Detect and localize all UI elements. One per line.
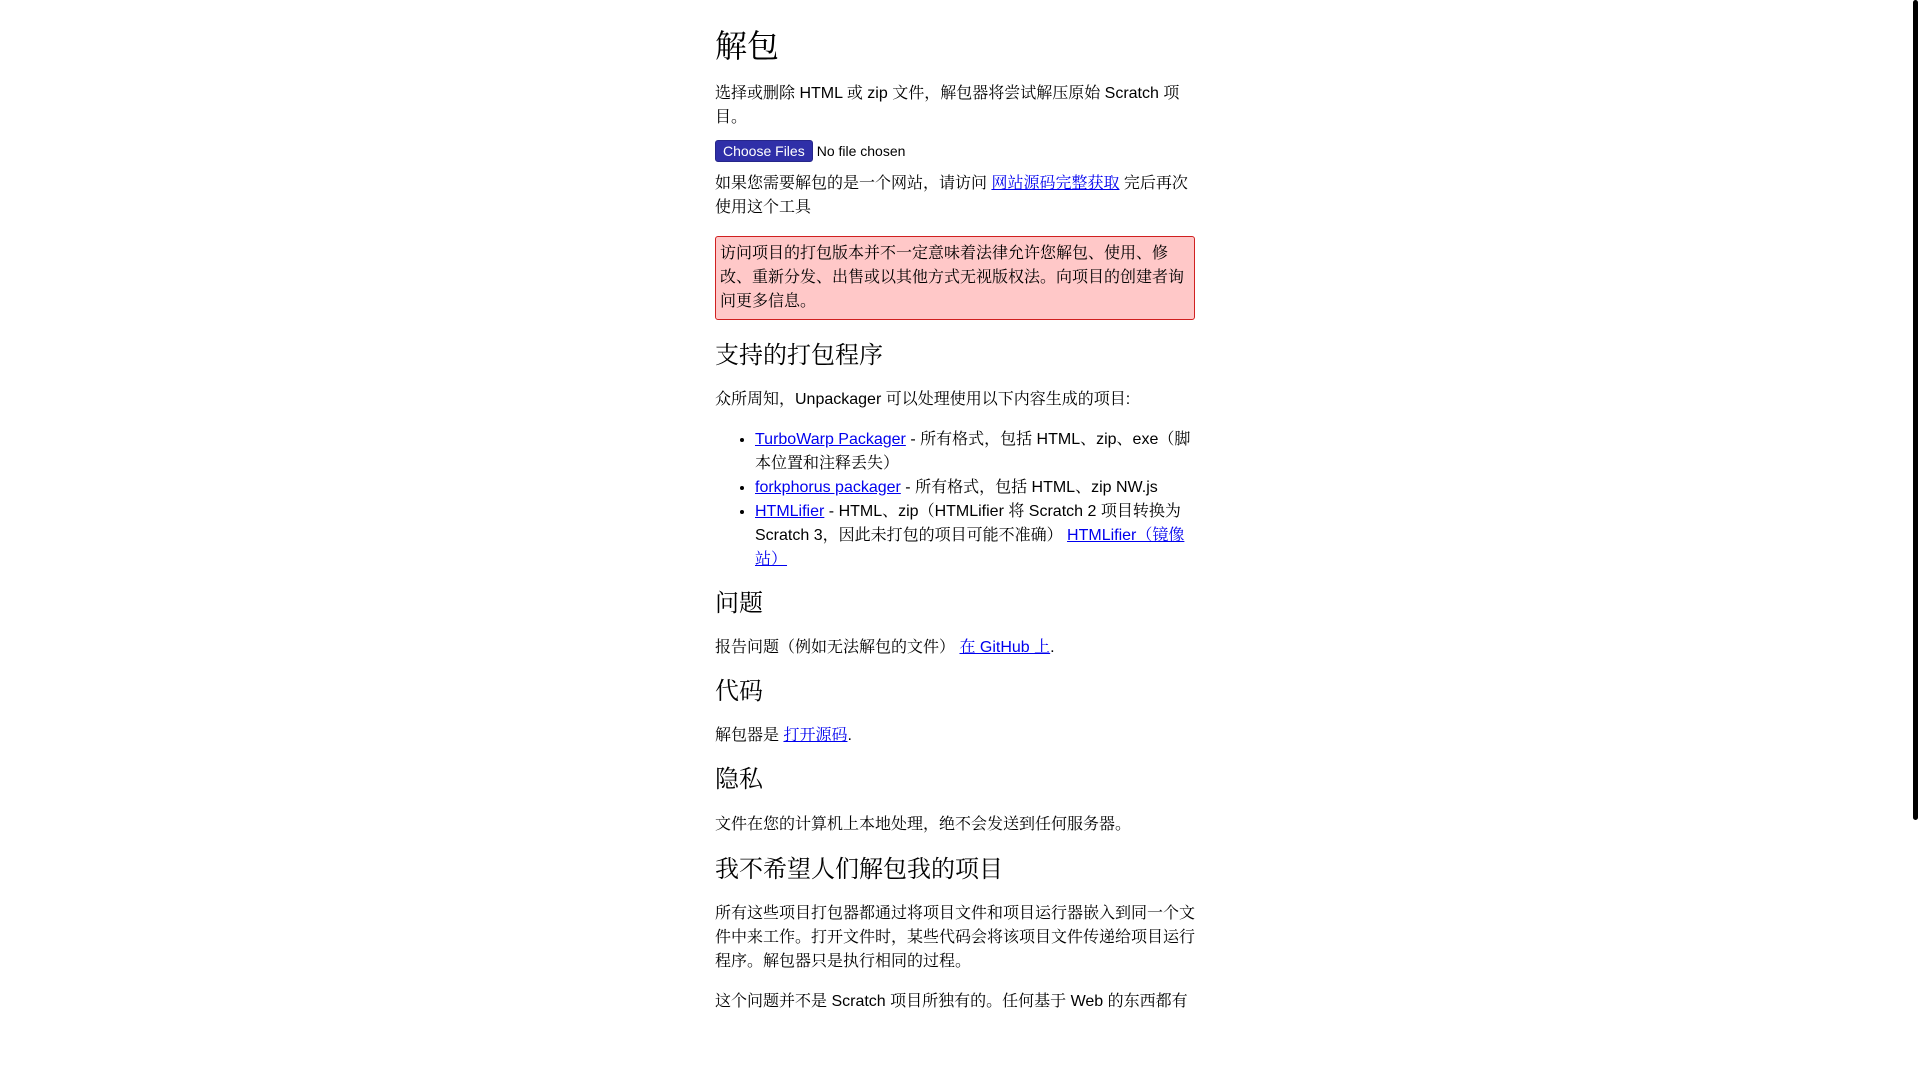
file-input[interactable] [715,139,1195,163]
page-title: 解包 [715,28,780,64]
list-item-htmlifier [755,500,1195,572]
supported-list [715,428,1195,572]
legal-warning-text: 访问项目的打包版本并不一定意味着法律允许您解包、使用、修改、重新分发、出售或以其他方式无视版权法。向项目的创建者询问更多信息。 [720,245,1185,310]
intro-text: 选择或删除 HTML 或 zip 文件，解包器将尝试解压原始 Scratch 项目。 [715,85,1180,126]
privacy-heading: 隐私 [715,766,763,793]
no-unpack-paragraph-1: 所有这些项目打包器都通过将项目文件和项目运行器嵌入到同一个文件中来工作。打开文件时，某些代码会将该项目文件传递给项目运行程序。解包器只是执行相同的过程。 [715,905,1196,970]
file-status-text: No file chosen [816,143,906,159]
github-link[interactable]: 在 GitHub 上 [959,639,1051,656]
htmlifier-link[interactable]: HTMLifier [755,503,825,520]
no-unpack-heading: 我不希望人们解包我的项目 [715,856,1003,883]
choose-files-button[interactable]: Choose Files [715,140,813,162]
privacy-text: 文件在您的计算机上本地处理，绝不会发送到任何服务器。 [715,816,1132,833]
website-source-link[interactable]: 网站源码完整获取 [991,175,1120,192]
htmlifier-mirror-link[interactable]: HTMLifier（镜像站） [755,527,1185,568]
list-item-forkphorus [755,476,1195,500]
list-item-text: - 所有格式，包括 HTML、zip、exe（脚本位置和注释丢失） [755,431,1191,472]
turbowarp-packager-link[interactable]: TurboWarp Packager [755,431,906,448]
scrollbar-thumb[interactable] [1913,0,1918,820]
no-unpack-paragraph-2: 这个问题并不是 Scratch 项目所独有的。任何基于 Web 的东西都有 [715,993,1188,1010]
list-item-turbowarp [755,428,1195,476]
website-note [715,172,1195,220]
open-source-link[interactable]: 打开源码 [783,727,848,744]
supported-intro: 众所周知，Unpackager 可以处理使用以下内容生成的项目: [715,391,1131,408]
issues-after: . [1050,639,1055,656]
forkphorus-packager-link[interactable]: forkphorus packager [755,479,901,496]
issues-text [715,636,1195,660]
website-note-after: 完后再次使用这个工具 [715,175,1188,216]
list-item-text: - HTML、zip（HTMLifier 将 Scratch 2 项目转换为 Scratch 3，因此未打包的项目可能不准确） [755,503,1181,544]
main-content [715,0,1195,1014]
issues-heading: 问题 [715,590,763,617]
code-text [715,724,1195,748]
legal-warning-box [715,236,1195,320]
list-item-text: - 所有格式，包括 HTML、zip NW.js [900,479,1158,496]
code-after: . [847,727,852,744]
code-before: 解包器是 [715,727,784,744]
supported-heading: 支持的打包程序 [715,342,883,369]
code-heading: 代码 [715,678,763,705]
vertical-scrollbar[interactable] [1910,0,1920,1080]
issues-before: 报告问题（例如无法解包的文件） [715,639,960,656]
website-note-before: 如果您需要解包的是一个网站，请访问 [715,175,992,192]
